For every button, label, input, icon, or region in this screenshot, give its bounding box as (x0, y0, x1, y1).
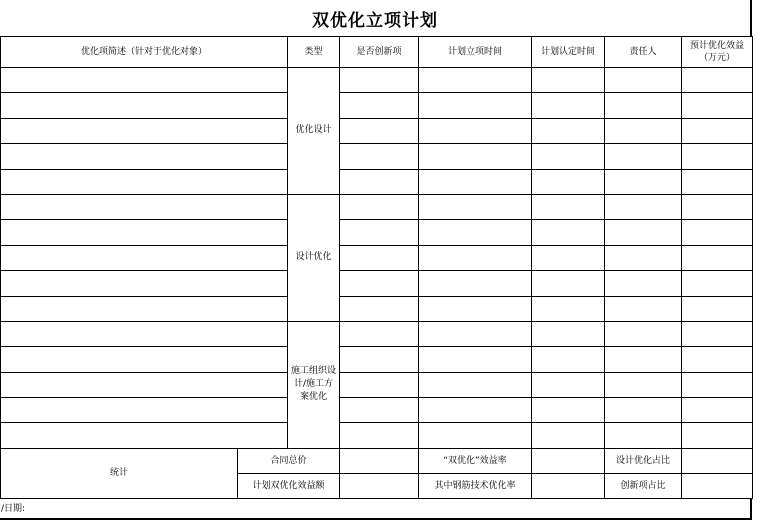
header-is-innovation: 是否创新项 (340, 37, 419, 68)
description-cell[interactable] (1, 169, 288, 194)
plan-start-time-cell[interactable] (419, 144, 532, 169)
type-cell: 施工组织设计/施工方案优化 (288, 321, 340, 448)
is-innovation-cell[interactable] (340, 271, 419, 296)
owner-cell[interactable] (605, 296, 682, 321)
plan-confirm-time-cell[interactable] (532, 93, 605, 118)
owner-cell[interactable] (605, 372, 682, 397)
header-type: 类型 (288, 37, 340, 68)
plan-confirm-time-cell[interactable] (532, 321, 605, 346)
plan-start-time-cell[interactable] (419, 118, 532, 143)
is-innovation-cell[interactable] (340, 194, 419, 219)
plan-confirm-time-cell[interactable] (532, 144, 605, 169)
plan-confirm-time-cell[interactable] (532, 118, 605, 143)
table-row (1, 296, 753, 321)
description-cell[interactable] (1, 347, 288, 372)
table-row (1, 372, 753, 397)
expected-benefit-cell[interactable] (682, 296, 753, 321)
plan-confirm-time-cell[interactable] (532, 347, 605, 372)
description-cell[interactable] (1, 194, 288, 219)
plan-start-time-cell[interactable] (419, 372, 532, 397)
expected-benefit-cell[interactable] (682, 194, 753, 219)
expected-benefit-cell[interactable] (682, 68, 753, 93)
innovation-ratio-value[interactable] (682, 473, 753, 498)
expected-benefit-cell[interactable] (682, 144, 753, 169)
plan-confirm-time-cell[interactable] (532, 398, 605, 423)
double-opt-rate-value[interactable] (532, 448, 605, 473)
plan-start-time-cell[interactable] (419, 194, 532, 219)
contract-total-value[interactable] (340, 448, 419, 473)
expected-benefit-cell[interactable] (682, 245, 753, 270)
header-plan-start-time: 计划立项时间 (419, 37, 532, 68)
table-row (1, 347, 753, 372)
plan-start-time-cell[interactable] (419, 220, 532, 245)
plan-confirm-time-cell[interactable] (532, 220, 605, 245)
owner-cell[interactable] (605, 245, 682, 270)
plan-confirm-time-cell[interactable] (532, 372, 605, 397)
expected-benefit-cell[interactable] (682, 93, 753, 118)
description-cell[interactable] (1, 372, 288, 397)
owner-cell[interactable] (605, 271, 682, 296)
expected-benefit-cell[interactable] (682, 321, 753, 346)
expected-benefit-cell[interactable] (682, 220, 753, 245)
plan-table (0, 36, 753, 499)
is-innovation-cell[interactable] (340, 347, 419, 372)
table-row (1, 321, 753, 346)
description-cell[interactable] (1, 93, 288, 118)
is-innovation-cell[interactable] (340, 93, 419, 118)
design-ratio-label: 设计优化占比 (605, 448, 682, 473)
is-innovation-cell[interactable] (340, 398, 419, 423)
table-row (1, 398, 753, 423)
rebar-rate-label: 其中钢筋技术优化率 (419, 473, 532, 498)
owner-cell[interactable] (605, 194, 682, 219)
expected-benefit-cell[interactable] (682, 423, 753, 448)
page-title: 双优化立项计划 (0, 0, 752, 36)
header-row (1, 37, 753, 68)
plan-start-time-cell[interactable] (419, 93, 532, 118)
header-description: 优化项简述（针对于优化对象） (1, 37, 288, 68)
is-innovation-cell[interactable] (340, 423, 419, 448)
plan-start-time-cell[interactable] (419, 68, 532, 93)
expected-benefit-cell[interactable] (682, 347, 753, 372)
footer (0, 498, 752, 520)
table-row (1, 118, 753, 143)
summary-row (1, 448, 753, 473)
is-innovation-cell[interactable] (340, 118, 419, 143)
description-cell[interactable] (1, 220, 288, 245)
table-row (1, 245, 753, 270)
plan-confirm-time-cell[interactable] (532, 245, 605, 270)
table-row (1, 194, 753, 219)
date-label: /日期: (1, 504, 26, 514)
description-cell[interactable] (1, 118, 288, 143)
plan-confirm-time-cell[interactable] (532, 68, 605, 93)
is-innovation-cell[interactable] (340, 144, 419, 169)
owner-cell[interactable] (605, 321, 682, 346)
plan-start-time-cell[interactable] (419, 321, 532, 346)
description-cell[interactable] (1, 245, 288, 270)
owner-cell[interactable] (605, 347, 682, 372)
description-cell[interactable] (1, 423, 288, 448)
plan-confirm-time-cell[interactable] (532, 194, 605, 219)
plan-benefit-label: 计划双优化效益额 (238, 473, 340, 498)
design-ratio-value[interactable] (682, 448, 753, 473)
owner-cell[interactable] (605, 144, 682, 169)
innovation-ratio-label: 创新项占比 (605, 473, 682, 498)
plan-start-time-cell[interactable] (419, 398, 532, 423)
expected-benefit-cell[interactable] (682, 398, 753, 423)
double-opt-rate-label: “双优化”效益率 (419, 448, 532, 473)
description-cell[interactable] (1, 321, 288, 346)
owner-cell[interactable] (605, 93, 682, 118)
table-row (1, 271, 753, 296)
plan-start-time-cell[interactable] (419, 423, 532, 448)
table-row (1, 68, 753, 93)
type-cell: 设计优化 (288, 194, 340, 321)
rebar-rate-value[interactable] (532, 473, 605, 498)
owner-cell[interactable] (605, 68, 682, 93)
owner-cell[interactable] (605, 118, 682, 143)
table-row (1, 93, 753, 118)
contract-total-label: 合同总价 (238, 448, 340, 473)
expected-benefit-cell[interactable] (682, 118, 753, 143)
expected-benefit-cell[interactable] (682, 372, 753, 397)
header-expected-benefit: 预计优化效益（万元） (682, 37, 753, 68)
expected-benefit-cell[interactable] (682, 169, 753, 194)
table-row (1, 144, 753, 169)
plan-start-time-cell[interactable] (419, 271, 532, 296)
is-innovation-cell[interactable] (340, 321, 419, 346)
header-plan-confirm-time: 计划认定时间 (532, 37, 605, 68)
plan-benefit-value[interactable] (340, 473, 419, 498)
plan-confirm-time-cell[interactable] (532, 423, 605, 448)
description-cell[interactable] (1, 271, 288, 296)
plan-start-time-cell[interactable] (419, 245, 532, 270)
is-innovation-cell[interactable] (340, 245, 419, 270)
is-innovation-cell[interactable] (340, 296, 419, 321)
plan-start-time-cell[interactable] (419, 169, 532, 194)
summary-label: 统计 (1, 448, 238, 498)
description-cell[interactable] (1, 68, 288, 93)
owner-cell[interactable] (605, 398, 682, 423)
is-innovation-cell[interactable] (340, 169, 419, 194)
description-cell[interactable] (1, 398, 288, 423)
plan-confirm-time-cell[interactable] (532, 169, 605, 194)
is-innovation-cell[interactable] (340, 220, 419, 245)
header-owner: 责任人 (605, 37, 682, 68)
plan-confirm-time-cell[interactable] (532, 271, 605, 296)
owner-cell[interactable] (605, 220, 682, 245)
owner-cell[interactable] (605, 169, 682, 194)
is-innovation-cell[interactable] (340, 68, 419, 93)
plan-start-time-cell[interactable] (419, 347, 532, 372)
is-innovation-cell[interactable] (340, 372, 419, 397)
owner-cell[interactable] (605, 423, 682, 448)
table-row (1, 220, 753, 245)
description-cell[interactable] (1, 144, 288, 169)
expected-benefit-cell[interactable] (682, 271, 753, 296)
table-row (1, 423, 753, 448)
table-row (1, 169, 753, 194)
type-cell: 优化设计 (288, 68, 340, 195)
plan-confirm-time-cell[interactable] (532, 296, 605, 321)
description-cell[interactable] (1, 296, 288, 321)
plan-start-time-cell[interactable] (419, 296, 532, 321)
